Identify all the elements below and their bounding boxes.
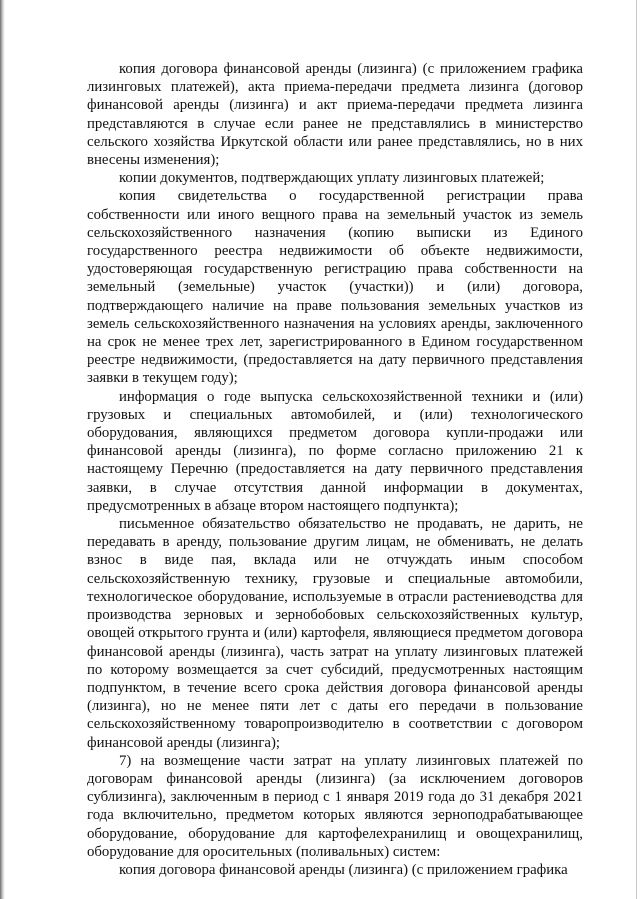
document-body <box>87 60 583 879</box>
paragraph-land-rights-certificate: копия свидетельства о государственной регистрации права собственности или иного вещного права на земельный участок из земель сельскохозяйственного назначения (копию выписки из Единого государственного реестра недвижимости об объекте недвижимости, удостоверяющая государственную регистрацию права собственности на земельный (земельные) участок (участки)) и (или) договора, подтверждающего наличие на праве пользования земельных участков из земель сельскохозяйственного назначения на условиях аренды, заключенного на срок не менее трех лет, зарегистрированного в Едином государственном реестре недвижимости, (предоставляется на дату первичного представления заявки в текущем году); <box>87 188 583 387</box>
paragraph-lease-contract-copy: копия договора финансовой аренды (лизинга) (с приложением графика лизинговых платежей), акта приема-передачи предмета лизинга (договор финансовой аренды (лизинга) и акт приема-передачи предмета лизинга представляются в случае если ранее не представлялись в министерство сельского хозяйства Иркутской области или ранее представлялись, но в них внесены изменения); <box>87 61 583 169</box>
paragraph-equipment-year-info: информация о годе выпуска сельскохозяйственной техники и (или) грузовых и специальных автомобилей, и (или) технологического оборудования, являющихся предметом договора купли-продажи или финансовой аренды (лизинга), по форме согласно приложению 21 к настоящему Перечню (предоставляется на дату первичного представления заявки, в случае отсутствия данной информации в документах, предусмотренных в абзаце втором настоящего подпункта); <box>87 388 583 514</box>
paragraph-payment-documents: копии документов, подтверждающих уплату лизинговых платежей; <box>119 170 545 187</box>
scan-edge-shadow <box>0 0 5 899</box>
paragraph-written-obligation: письменное обязательство обязательство не продавать, не дарить, не передавать в аренду, пользование другим лицам, не обменивать, не делать взнос в виде пая, вклада или не отчуждать иным способом сельскохозяйственную технику, грузовые и специальные автомобили, технологическое оборудование, используемые в отрасли растениеводства для производства зерновых и зернобобовых сельскохозяйственных культур, овощей открытого грунта и (или) картофеля, являющиеся предметом договора финансовой аренды (лизинга), часть затрат на уплату лизинговых платежей по которому возмещается за счет субсидий, предусмотренных настоящим подпунктом, в течение всего срока действия договора финансовой аренды (лизинга), но не менее пяти лет с даты его передачи в пользование сельскохозяйственному товаропроизводителю в соответствии с договором финансовой аренды (лизинга); <box>87 516 584 751</box>
paragraph-item-7: 7) на возмещение части затрат на уплату лизинговых платежей по договорам финансовой аренды (лизинга) (за исключением договоров сублизинга), заключенным в период с 1 января 2019 года до 31 декабря 2021 года включительно, предметом которых являются зерноподрабатывающее оборудование, оборудование для картофелехранилищ и овощехранилищ, оборудование для оросительных (поливальных) систем: <box>87 752 583 860</box>
paragraph-lease-contract-copy-continued: копия договора финансовой аренды (лизинга) (с приложением графика <box>119 861 568 878</box>
scan-edge-line <box>636 0 637 899</box>
